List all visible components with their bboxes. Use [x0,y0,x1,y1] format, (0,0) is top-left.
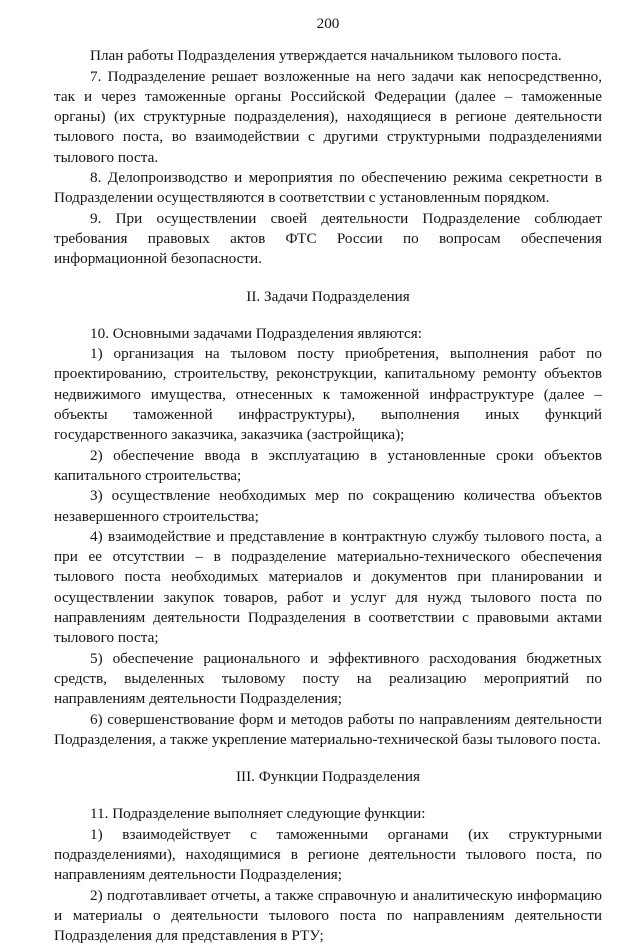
paragraph-8: 8. Делопроизводство и мероприятия по обеспечению режима секретности в Подразделении осуществляются в соответствии с установленным порядком. [54,169,602,207]
task-item-4: 4) взаимодействие и представление в контрактную службу тылового поста, а при ее отсутствии – в подразделение материально-технического обеспечения тылового поста необходимых материалов и документов при планировании и осуществлении закупок товаров, работ и услуг для нужд тылового поста по направлениям деятельности Подразделения в соответствии с правовыми актами тылового поста; [54,527,602,647]
paragraph-7: 7. Подразделение решает возложенные на него задачи как непосредственно, так и через таможенные органы Российской Федерации (далее – таможенные органы) (их структурные подразделения), находящиеся в регионе деятельности тылового поста, во взаимодействии с другими структурными подразделениями тылового поста. [54,67,602,166]
task-item-1: 1) организация на тыловом посту приобретения, выполнения работ по проектированию, строительству, реконструкции, капитальному ремонту объектов недвижимого имущества, отнесенных к таможенной инфраструктуре (далее – объекты таможенной инфраструктуры), выполнения иных функций государственного заказчика, заказчика (застройщика); [54,345,602,444]
paragraph-9: 9. При осуществлении своей деятельности Подразделение соблюдает требования правовых актов ФТС России по вопросам обеспечения информационной безопасности. [54,209,602,268]
paragraph-11: 11. Подразделение выполняет следующие функции: [90,805,426,823]
function-item-1: 1) взаимодействует с таможенными органами (их структурными подразделениями), находящимися в регионе деятельности тылового поста, по направлениям деятельности Подразделения; [54,825,602,884]
task-item-6: 6) совершенствование форм и методов работы по направлениям деятельности Подразделения, а также укрепление материально-технической базы тылового поста. [54,710,602,748]
paragraph-plan: План работы Подразделения утверждается начальником тылового поста. [90,47,562,65]
paragraph-10: 10. Основными задачами Подразделения являются: [90,324,422,342]
task-item-2: 2) обеспечение ввода в эксплуатацию в установленные сроки объектов капитального строительства; [54,446,602,484]
page-number: 200 [316,15,340,32]
function-item-2: 2) подготавливает отчеты, а также справочную и аналитическую информацию и материалы о деятельности тылового поста по направлениям деятельности Подразделения для представления в РТУ; [54,886,602,945]
task-item-3: 3) осуществление необходимых мер по сокращению количества объектов незавершенного строительства; [54,487,602,525]
document-page [54,14,602,946]
section-heading-functions: III. Функции Подразделения [236,768,420,786]
section-heading-tasks: II. Задачи Подразделения [246,287,410,305]
task-item-5: 5) обеспечение рационального и эффективного расходования бюджетных средств, выделенных тыловому посту на реализацию мероприятий по направлениям деятельности Подразделения; [54,649,602,708]
